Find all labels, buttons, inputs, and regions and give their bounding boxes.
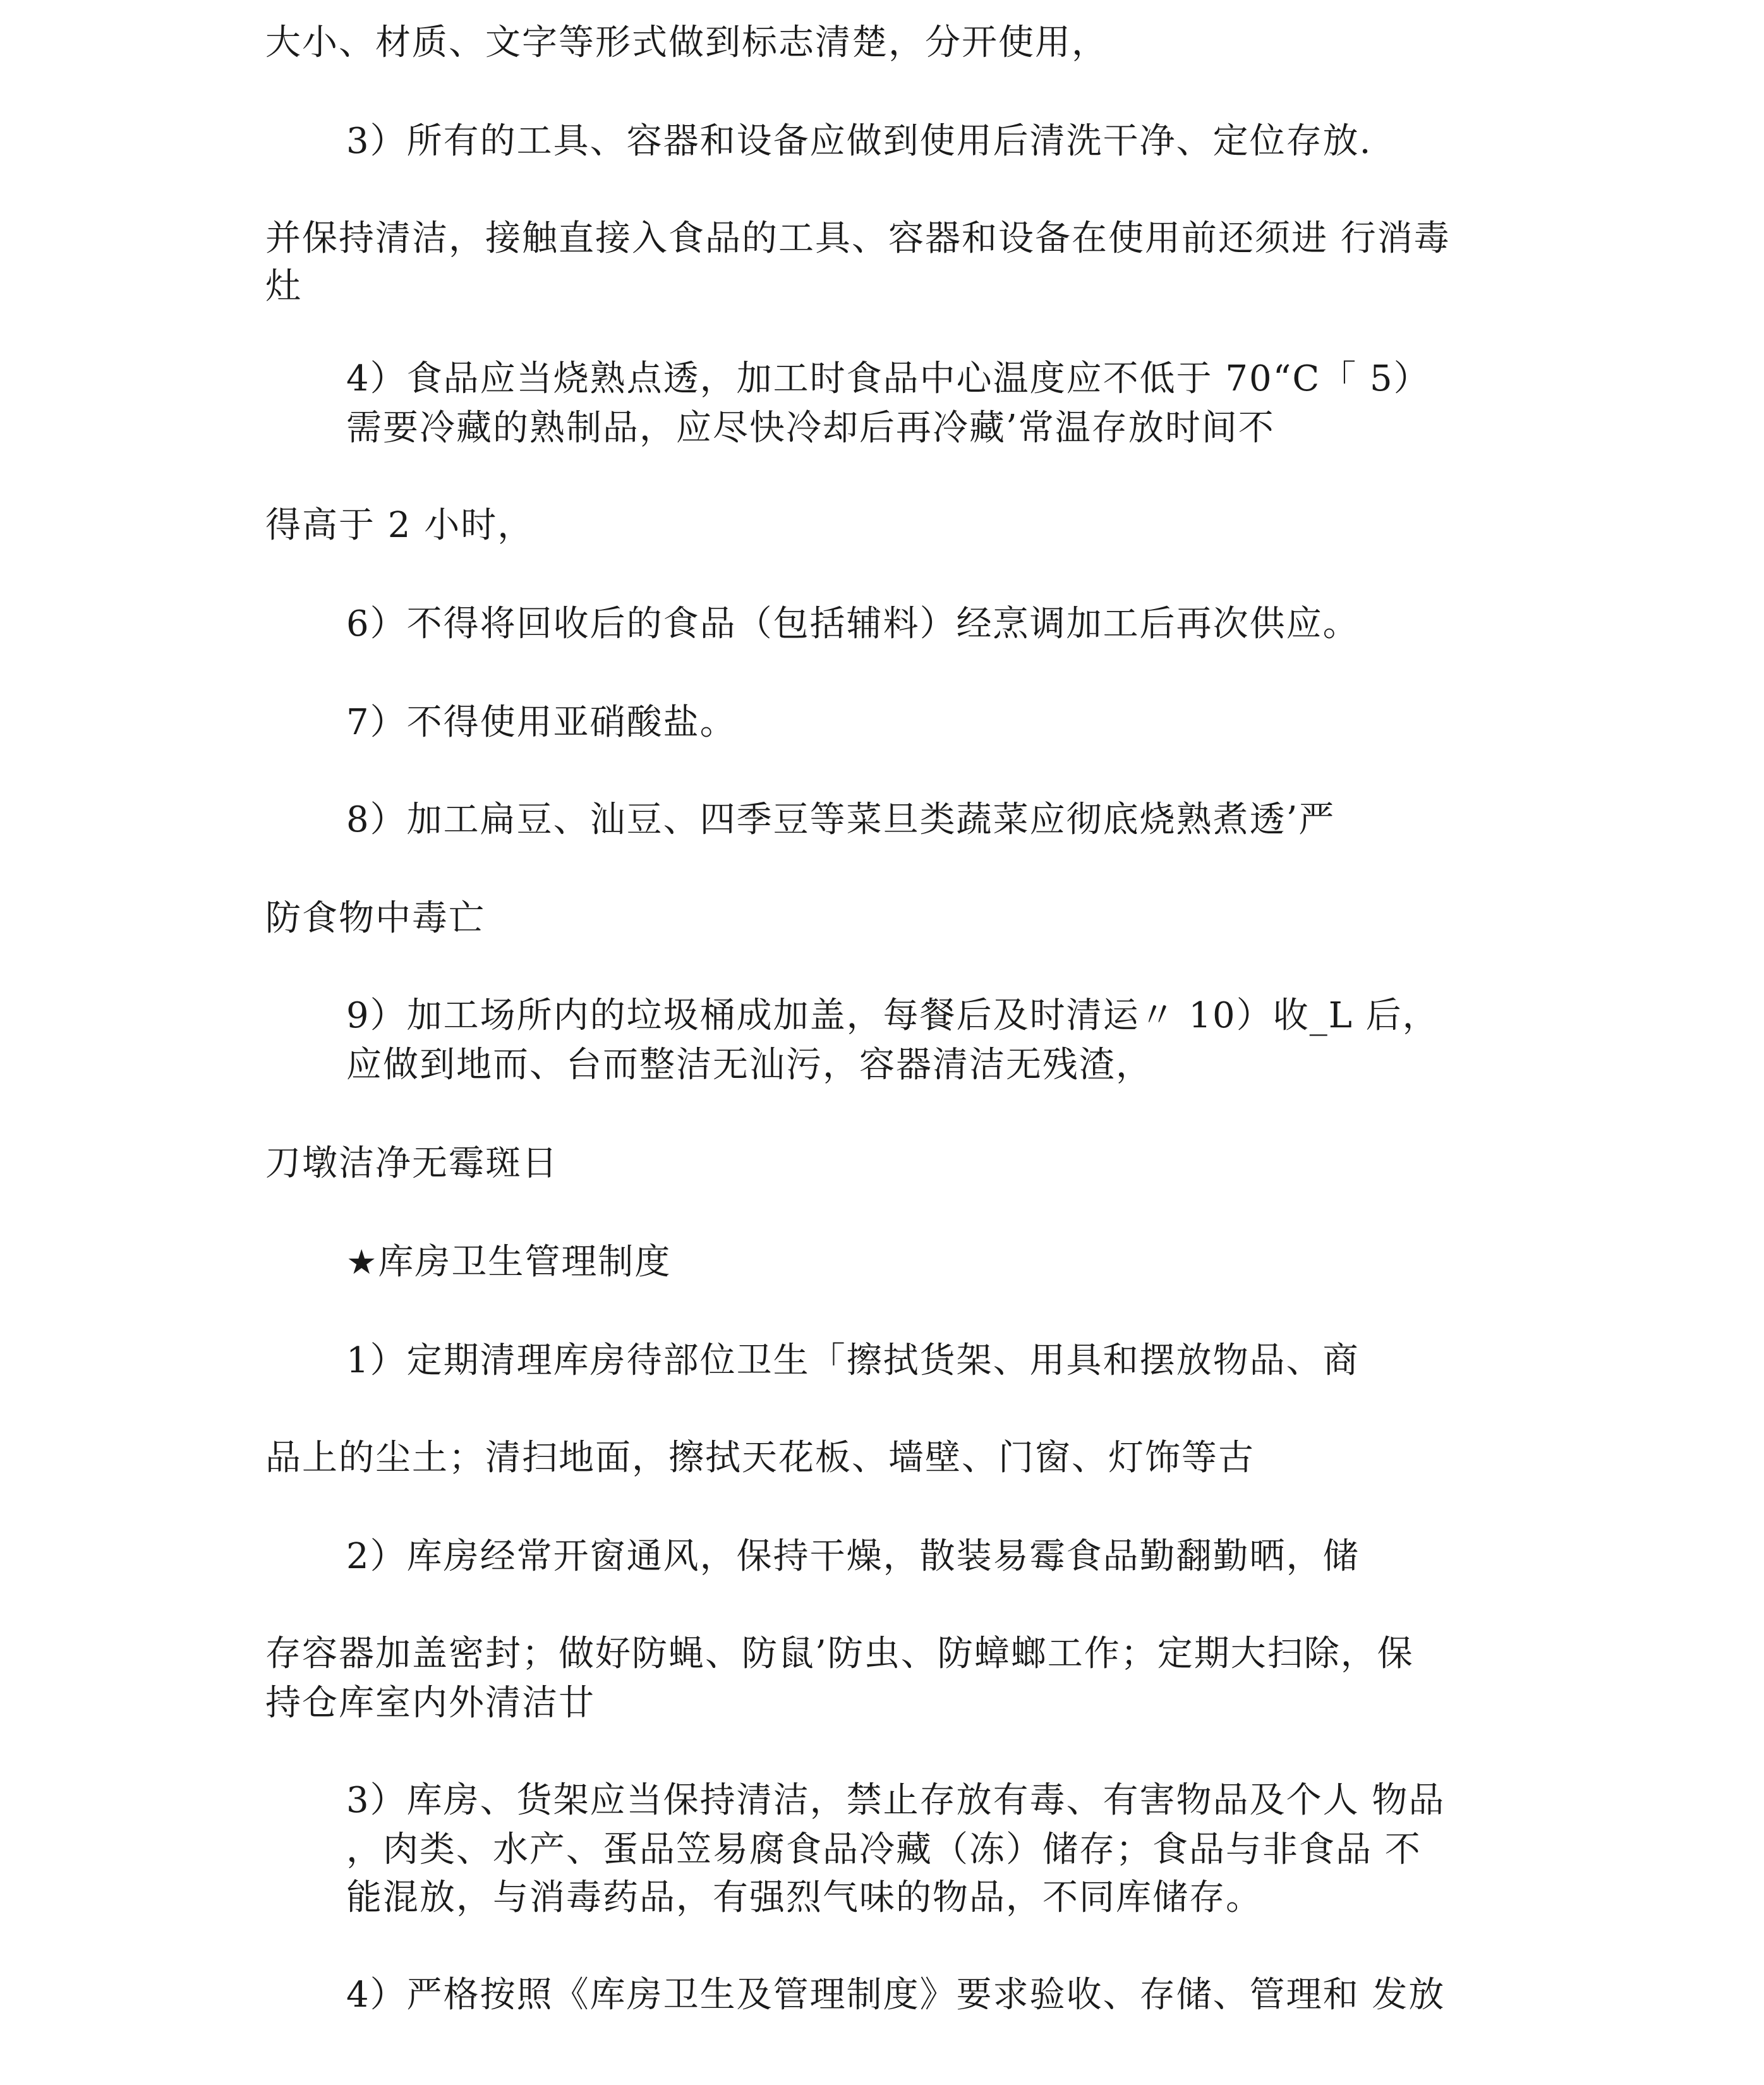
text-line: 7）不得使用亚硝酸盐。 <box>346 702 737 743</box>
text-line: 3）库房、货架应当保持清洁，禁止存放有毒、有害物品及个人 物品 <box>346 1780 1446 1821</box>
text-line: 需要冷藏的熟制品，应尽快冷却后再冷藏’常温存放时间不 <box>346 408 1275 449</box>
text-line: 6）不得将回收后的食品（包括辅料）经烹调加工后再次供应。 <box>346 603 1360 644</box>
text-line: 得高于 2 小时， <box>265 505 535 546</box>
text-line: 4）食品应当烧熟点透，加工时食品中心温度应不低于 70“C「 5） <box>346 358 1430 399</box>
text-line: 大小、材质、文字等形式做到标志清楚，分开使用， <box>265 22 1108 63</box>
text-line: 4）严格按照《库房卫生及管理制度》要求验收、存储、管理和 发放 <box>346 1974 1446 2016</box>
text-line: 并保持清洁，接触直接入食品的工具、容器和设备在使用前还须进 行消毒 <box>265 218 1451 259</box>
text-line: 2）库房经常开窗通风，保持干燥，散装易霉食品勤翻勤晒，储 <box>346 1536 1360 1577</box>
text-line: 1）定期清理库房待部位卫生「擦拭货架、用具和摆放物品、商 <box>346 1340 1360 1381</box>
text-line: 3）所有的工具、容器和设备应做到使用后清洗干净、定位存放. <box>346 121 1372 162</box>
text-line: 品上的尘土；清扫地面，擦拭天花板、墙壁、门窗、灯饰等古 <box>265 1437 1255 1478</box>
text-line: 9）加工场所内的垃圾桶成加盖，每餐后及时清运〃 10）收_L 后， <box>346 995 1439 1036</box>
text-line: 应做到地而、台而整洁无汕污，容器清洁无残渣， <box>346 1044 1152 1085</box>
text-line: ，肉类、水产、蛋品笠易腐食品冷藏（冻）储存；食品与非食品 不 <box>346 1829 1422 1870</box>
text-line: 防食物中毒亡 <box>265 898 485 939</box>
star-icon: ★ <box>346 1242 378 1282</box>
section-heading <box>346 1242 672 1283</box>
text-line: 持仓库室内外清洁廿 <box>265 1683 595 1724</box>
text-line: 刀墩洁净无霉斑日 <box>265 1143 559 1184</box>
text-line: 8）加工扁豆、汕豆、四季豆等菜旦类蔬菜应彻底烧熟煮透’严 <box>346 799 1336 840</box>
text-line: 能混放，与消毒药品，有强烈气味的物品，不同库储存。 <box>346 1877 1262 1918</box>
text-line: 存容器加盖密封；做好防蝇、防鼠’防虫、防蟑螂工作；定期大扫除，保 <box>265 1633 1414 1674</box>
section-heading-text: 库房卫生管理制度 <box>378 1242 672 1283</box>
text-line: 灶 <box>265 266 302 307</box>
